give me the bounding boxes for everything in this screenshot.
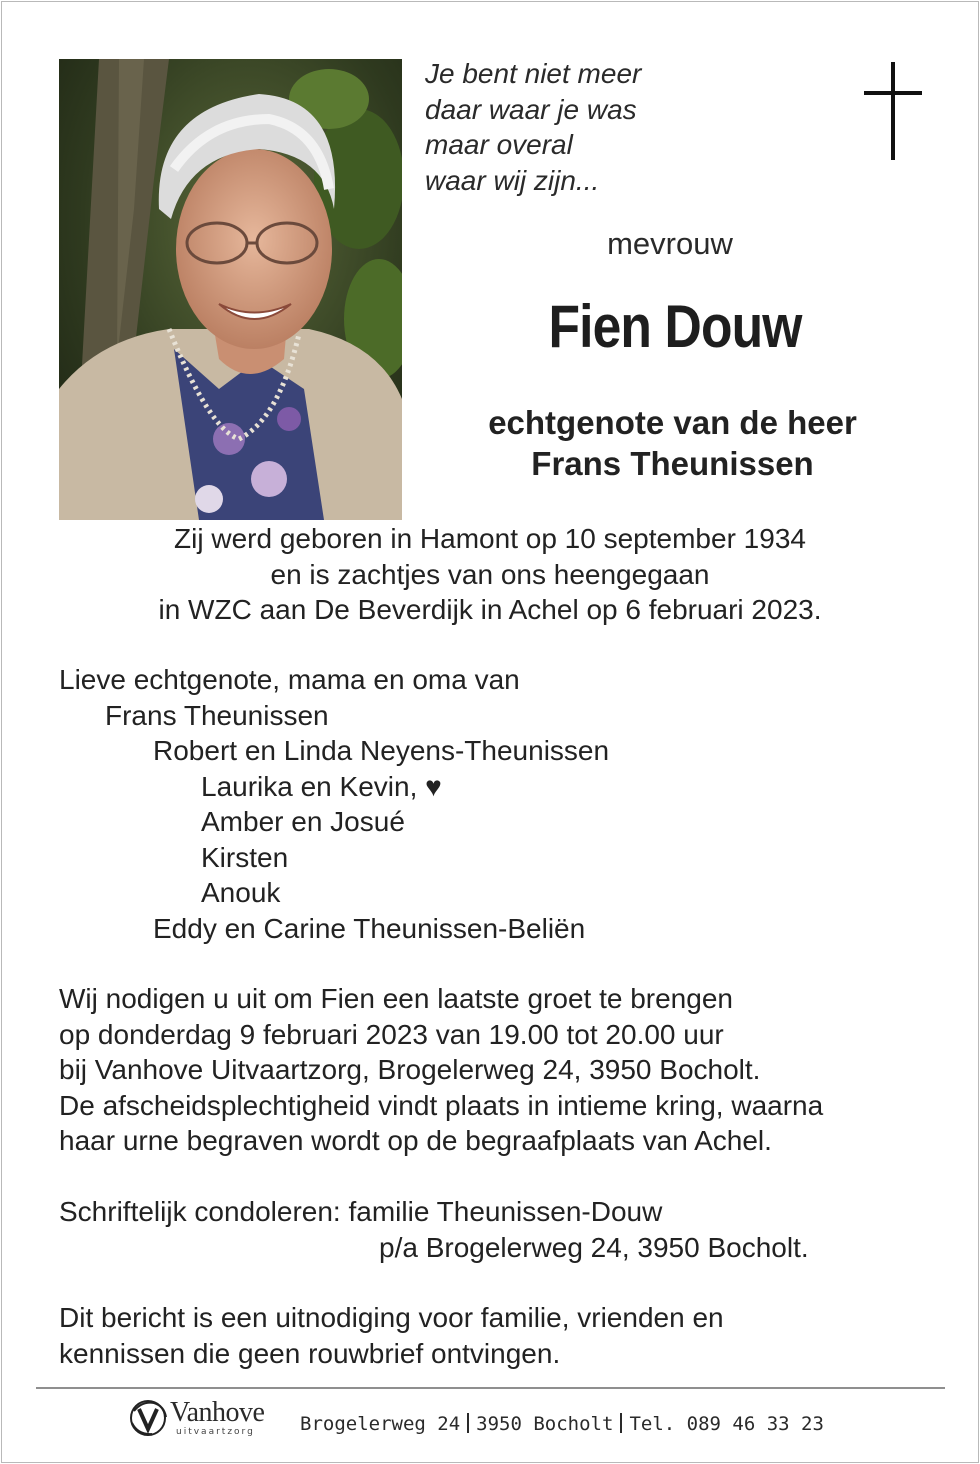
text-line: op donderdag 9 februari 2023 van 19.00 tot 20.00 uur [59, 1018, 724, 1050]
poem-line: Je bent niet meer [425, 58, 642, 89]
separator [467, 1413, 469, 1433]
family-child: Eddy en Carine Theunissen-Beliën [153, 912, 586, 944]
text-line: De afscheidsplechtigheid vindt plaats in intieme kring, waarna [59, 1089, 824, 1121]
family-child: Robert en Linda Neyens-Theunissen [153, 735, 610, 766]
logo-subtitle: uitvaartzorg [176, 1427, 255, 1437]
family-grandchild: Laurika en Kevin, ♥ [201, 770, 442, 802]
text-line: Zij werd geboren in Hamont op 10 september 1934 [174, 523, 806, 554]
family-grandchild: Anouk [201, 877, 281, 908]
text-line: haar urne begraven wordt op de begraafplaats van Achel. [59, 1125, 772, 1156]
family-list [59, 662, 609, 946]
logo-name: Vanhove [170, 1397, 265, 1428]
spouse-block [420, 402, 925, 484]
condolence-text [59, 1194, 809, 1265]
vanhove-logo [128, 1395, 288, 1445]
text-line: Schriftelijk condoleren: familie Theunissen-Douw [59, 1196, 663, 1227]
spouse-line: echtgenote van de heer [488, 404, 857, 441]
text-line: Wij nodigen u uit om Fien een laatste groet te brengen [59, 983, 733, 1014]
footer-contact [300, 1413, 824, 1435]
footer-divider [36, 1387, 945, 1389]
title-prefix: mevrouw [607, 226, 733, 261]
deceased-name: Fien Douw [548, 293, 802, 360]
text-line: bij Vanhove Uitvaartzorg, Brogelerweg 24, 3950 Bocholt. [59, 1054, 761, 1085]
separator [620, 1413, 622, 1433]
birth-death-text [40, 521, 940, 628]
family-grandchild: Kirsten [201, 841, 289, 873]
family-grandchild: Amber en Josué [201, 806, 405, 837]
footer-phone: Tel. 089 46 33 23 [629, 1413, 824, 1435]
footer-address: Brogelerweg 24 [300, 1413, 461, 1435]
vanhove-logo-icon [128, 1397, 172, 1439]
footer-city: 3950 Bocholt [476, 1413, 614, 1435]
text-line: en is zachtjes van ons heengegaan [270, 558, 710, 590]
text-line: kennissen die geen rouwbrief ontvingen. [59, 1337, 561, 1369]
poem-line: daar waar je was [425, 93, 637, 125]
notice-text [59, 1300, 724, 1371]
poem [425, 56, 641, 198]
family-intro: Lieve echtgenote, mama en oma van [59, 664, 520, 695]
portrait-photo [59, 59, 402, 520]
poem-line: waar wij zijn... [425, 164, 600, 196]
condolence-address: p/a Brogelerweg 24, 3950 Bocholt. [379, 1231, 809, 1263]
family-husband: Frans Theunissen [105, 699, 329, 731]
poem-line: maar overal [425, 129, 573, 160]
cross-icon [864, 62, 922, 160]
spouse-name: Frans Theunissen [531, 445, 814, 482]
text-line: in WZC aan De Beverdijk in Achel op 6 februari 2023. [158, 594, 822, 625]
text-line: Dit bericht is een uitnodiging voor familie, vrienden en [59, 1302, 724, 1333]
invitation-text [59, 981, 823, 1159]
